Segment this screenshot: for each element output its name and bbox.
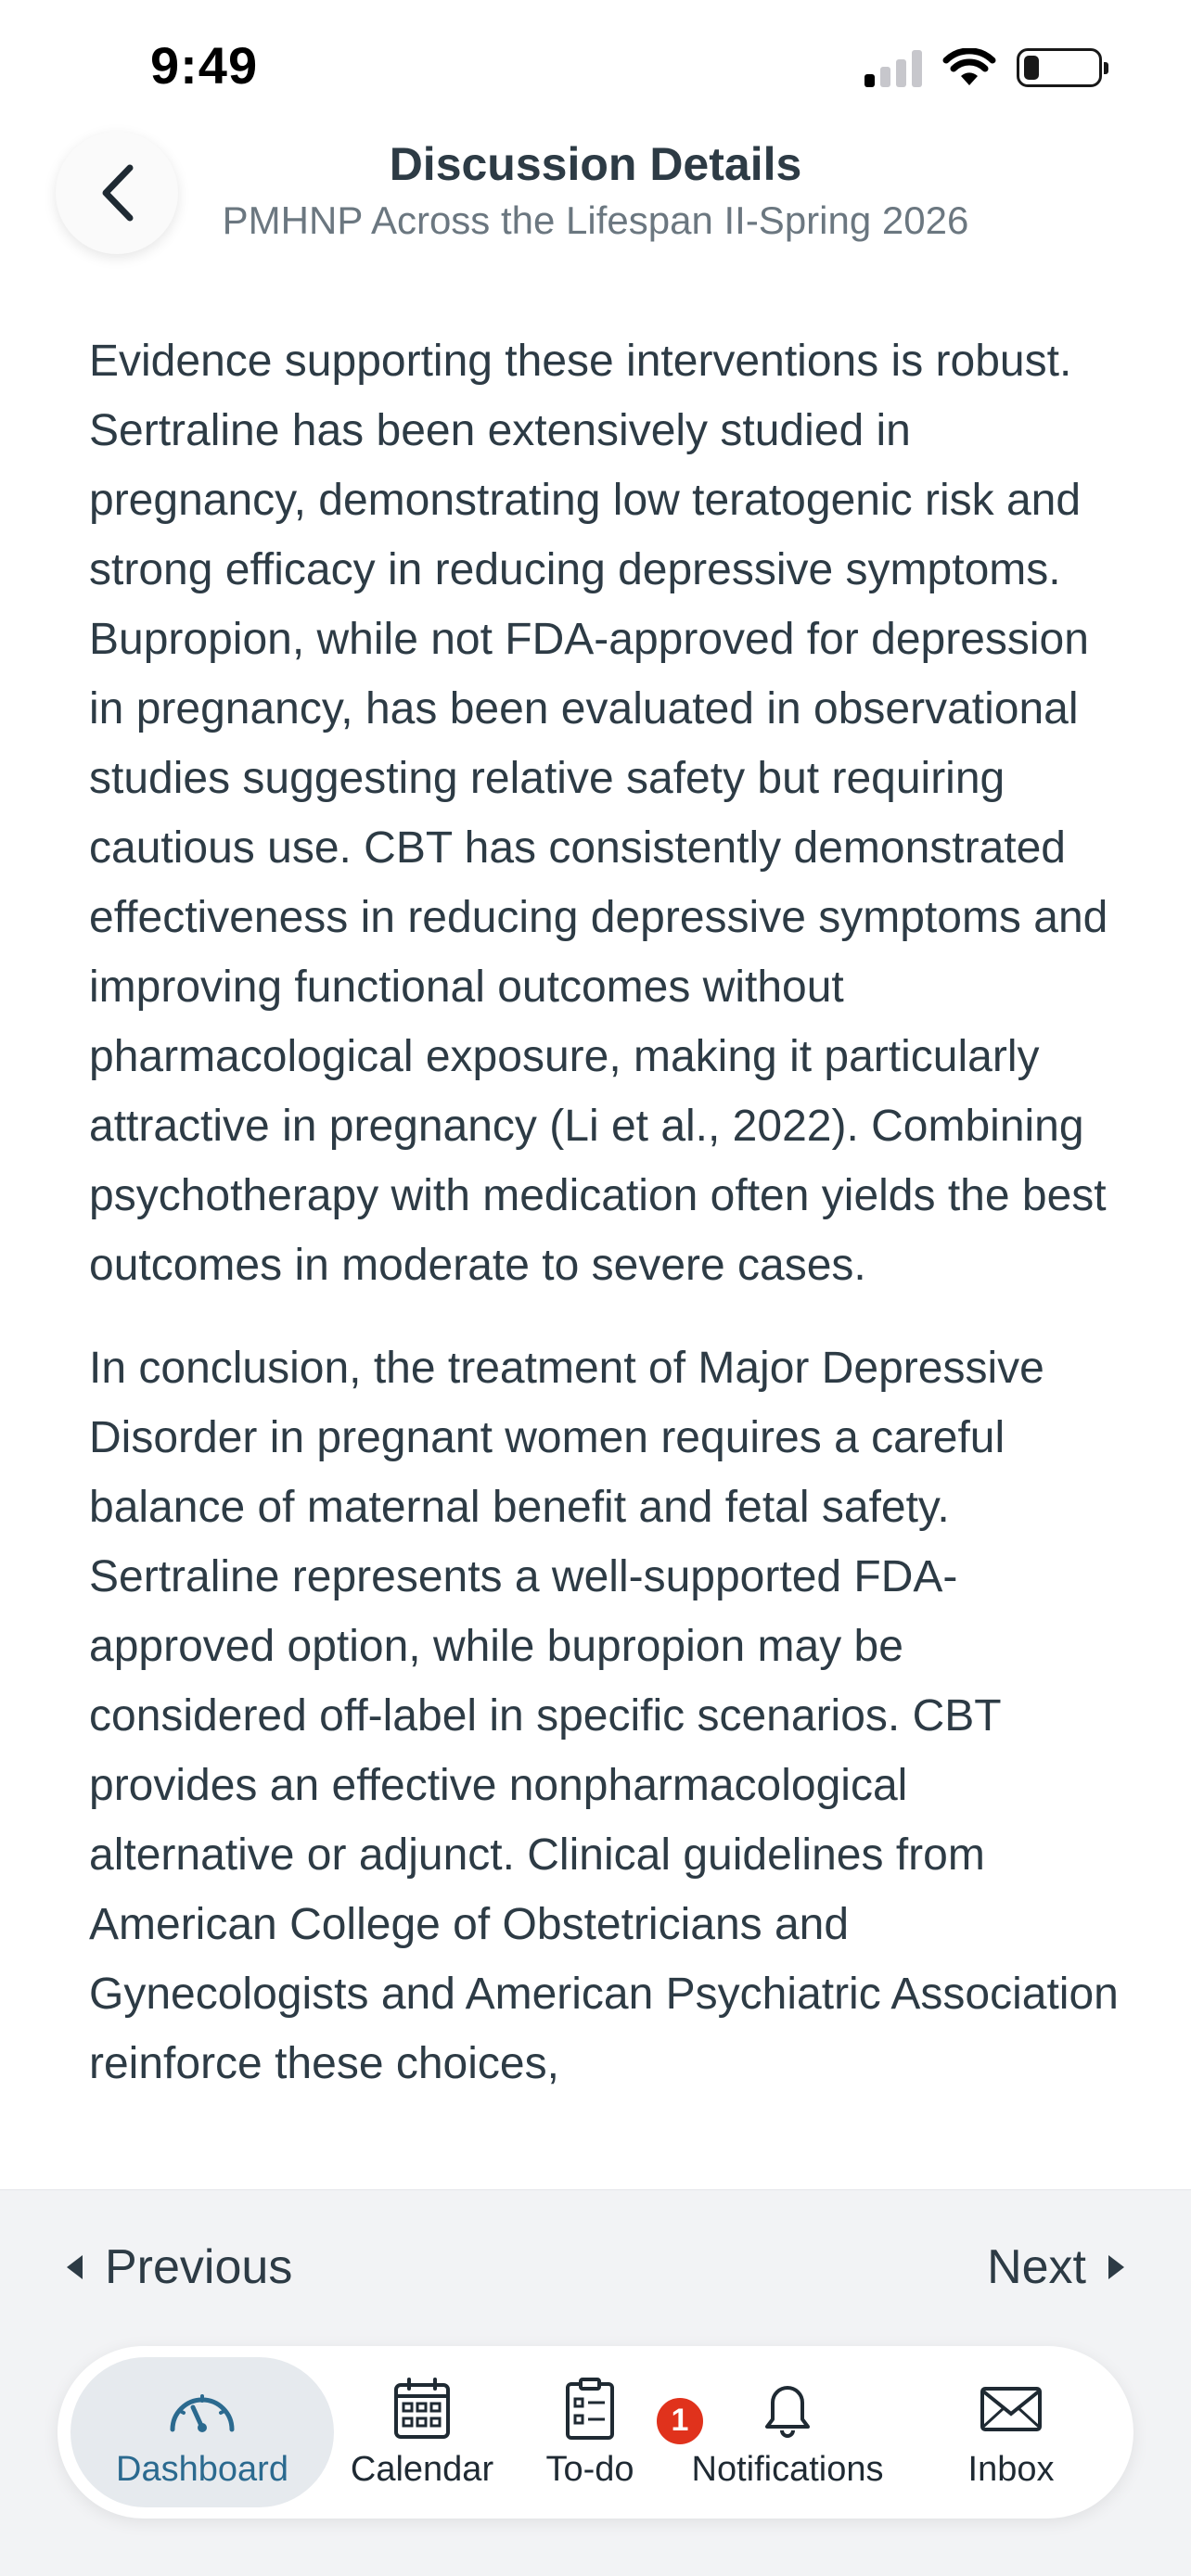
course-subtitle: PMHNP Across the Lifespan II-Spring 2026 [222, 198, 969, 242]
discussion-body [89, 326, 1119, 2132]
tab-dashboard[interactable] [70, 2357, 334, 2507]
tab-calendar-label: Calendar [350, 2449, 494, 2489]
todo-count-badge: 1 [653, 2394, 707, 2448]
battery-icon [1017, 48, 1102, 87]
next-label: Next [987, 2240, 1086, 2294]
status-icons [864, 48, 1102, 87]
tab-notifications[interactable] [672, 2346, 903, 2519]
paragraph: In conclusion, the treatment of Major Depressive Disorder in pregnant women requires a careful balance of maternal benefit and fetal safety. Sertraline represents a well-supported FDA-approved option, while bupropion may be considered off-label in specific scenarios. CBT provides an effective nonpharmacological alternative or adjunct. Clinical guidelines from American College of Obstetricians and Gynecologists and American Psychiatric Association reinforce these choices, [89, 1344, 1119, 2088]
wifi-icon [942, 48, 996, 87]
cellular-signal-icon [864, 48, 922, 87]
tab-calendar[interactable] [336, 2346, 508, 2519]
tab-todo-label: To-do [545, 2449, 634, 2489]
tab-inbox-label: Inbox [967, 2449, 1055, 2489]
tab-inbox[interactable] [903, 2346, 1119, 2519]
previous-button[interactable] [67, 2190, 292, 2344]
status-time: 9:49 [150, 36, 259, 95]
paragraph: Evidence supporting these interventions is robust. Sertraline has been extensively studied in pregnancy, demonstrating low teratogenic risk and strong efficacy in reducing depressive symptoms. Bupropion, while not FDA-approved for depression in pregnancy, has been evaluated in observational studies suggesting relative safety but requiring cautious use. CBT has consistently demonstrated effectiveness in reducing depressive symptoms and improving functional outcomes without pharmacological exposure, making it particularly attractive in pregnancy (Li et al., 2022). Combining psychotherapy with medication often yields the best outcomes in moderate to severe cases. [89, 337, 1108, 1290]
status-bar [0, 0, 1191, 130]
tab-notifications-label: Notifications [691, 2449, 884, 2489]
page-title: Discussion Details [389, 138, 802, 190]
next-button[interactable] [987, 2190, 1124, 2344]
caret-right-icon [1108, 2255, 1124, 2279]
tab-bar [58, 2346, 1133, 2519]
dashboard-gauge-icon [167, 2383, 237, 2435]
bell-icon [758, 2377, 817, 2442]
pager-bar [0, 2189, 1191, 2343]
calendar-icon [392, 2378, 452, 2441]
header [0, 121, 1191, 287]
envelope-icon [980, 2386, 1043, 2432]
tab-dashboard-label: Dashboard [116, 2449, 288, 2489]
previous-label: Previous [105, 2240, 293, 2294]
todo-clipboard-icon [562, 2377, 618, 2442]
tab-todo[interactable] [508, 2346, 689, 2519]
caret-left-icon [67, 2255, 83, 2279]
